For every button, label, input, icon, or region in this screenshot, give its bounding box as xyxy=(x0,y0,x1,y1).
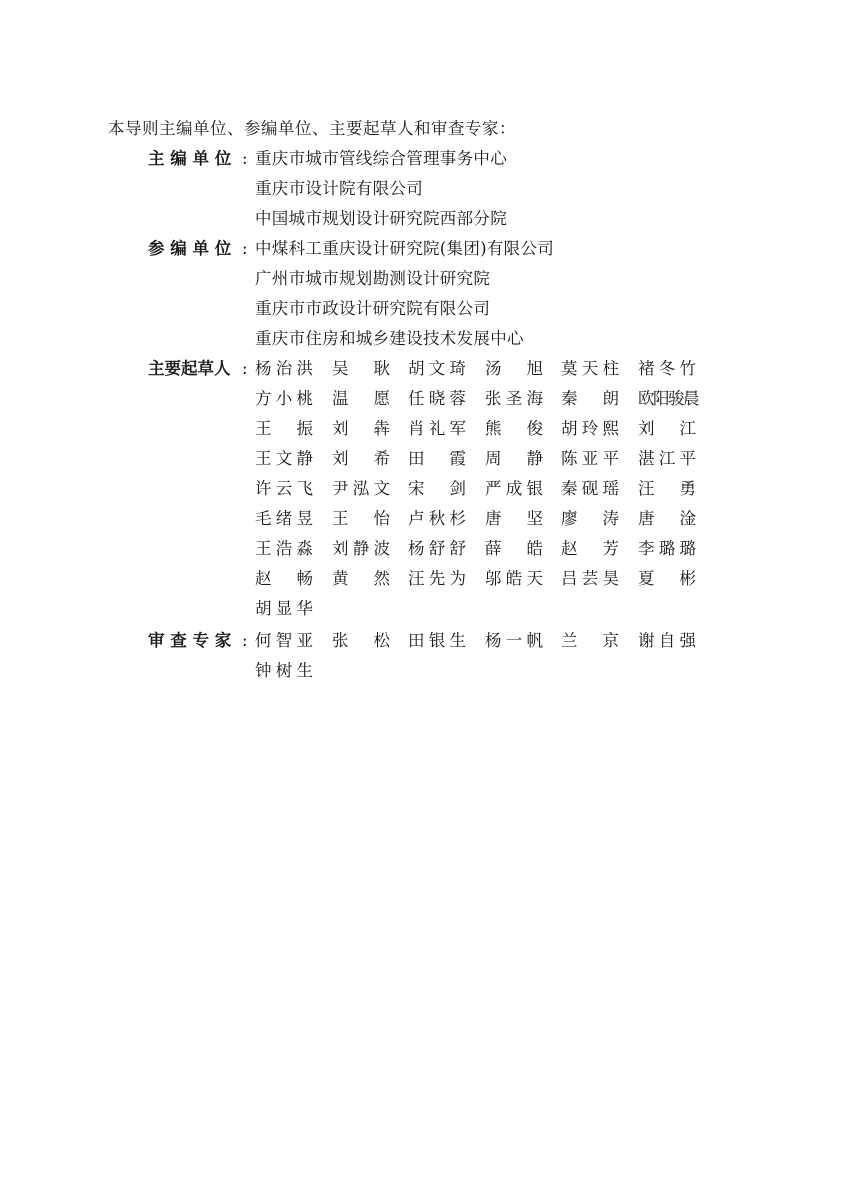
person-name: 杨舒舒 xyxy=(408,539,466,558)
name-row xyxy=(255,537,695,567)
person-name: 刘 江 xyxy=(638,419,696,438)
name-row xyxy=(255,597,695,627)
person-name: 刘静波 xyxy=(332,539,390,558)
person-name: 胡文琦 xyxy=(408,359,466,378)
person-name: 谢自强 xyxy=(638,631,696,650)
person-name: 汪先为 xyxy=(408,569,466,588)
reviewers-label: 审 查 专 家 xyxy=(148,631,232,650)
name-row xyxy=(255,567,695,597)
name-row xyxy=(255,357,695,387)
person-name: 吴 耿 xyxy=(332,359,390,378)
chief-units-label: 主 编 单 位 xyxy=(148,149,232,168)
person-name: 温 愿 xyxy=(332,389,390,408)
participating-units-label: 参 编 单 位 xyxy=(148,239,232,258)
person-name: 肖礼军 xyxy=(408,419,466,438)
person-name: 张圣海 xyxy=(485,389,543,408)
chief-units-list xyxy=(255,147,507,237)
person-name: 唐 淦 xyxy=(638,509,696,528)
person-name: 吕芸昊 xyxy=(561,569,619,588)
person-name: 黄 然 xyxy=(332,569,390,588)
person-name: 许云飞 xyxy=(255,479,313,498)
person-name: 李璐璐 xyxy=(638,539,696,558)
name-row xyxy=(255,629,695,659)
person-name: 湛江平 xyxy=(638,449,696,468)
person-name: 王浩淼 xyxy=(255,539,313,558)
person-name: 杨一帆 xyxy=(485,631,543,650)
person-name: 王 振 xyxy=(255,419,313,438)
drafters-list xyxy=(255,357,698,627)
person-name: 尹泓文 xyxy=(332,479,390,498)
unit-line: 中煤科工重庆设计研究院(集团)有限公司 xyxy=(255,239,555,258)
person-name: 方小桃 xyxy=(255,389,313,408)
drafters-label: 主要起草人 xyxy=(148,359,231,378)
person-name: 赵 畅 xyxy=(255,569,313,588)
person-name: 兰 京 xyxy=(561,631,619,650)
participating-units-colon: : xyxy=(242,239,248,258)
reviewers-list xyxy=(255,629,695,689)
person-name: 张 松 xyxy=(332,631,390,650)
person-name: 汤 旭 xyxy=(485,359,543,378)
person-name: 秦 朗 xyxy=(561,389,619,408)
chief-units-colon: : xyxy=(242,149,248,168)
person-name: 邬皓天 xyxy=(485,569,543,588)
person-name: 严成银 xyxy=(485,479,543,498)
person-name: 薛 皓 xyxy=(485,539,543,558)
name-row xyxy=(255,447,695,477)
person-name: 唐 坚 xyxy=(485,509,543,528)
name-row xyxy=(255,507,695,537)
participating-units-list xyxy=(255,237,554,357)
person-name: 毛绪昱 xyxy=(255,509,313,528)
drafters-colon: : xyxy=(242,359,248,378)
person-name: 宋 剑 xyxy=(408,479,466,498)
person-name: 汪 勇 xyxy=(638,479,696,498)
unit-line: 重庆市设计院有限公司 xyxy=(255,179,423,198)
person-name: 夏 彬 xyxy=(638,569,696,588)
person-name: 熊 俊 xyxy=(485,419,543,438)
person-name: 任晓蓉 xyxy=(408,389,466,408)
person-name: 杨治洪 xyxy=(255,359,313,378)
person-name: 秦砚瑶 xyxy=(561,479,619,498)
person-name: 何智亚 xyxy=(255,631,313,650)
name-row xyxy=(255,387,698,417)
unit-line: 重庆市住房和城乡建设技术发展中心 xyxy=(255,329,524,348)
name-row xyxy=(255,477,695,507)
person-name: 莫天柱 xyxy=(561,359,619,378)
unit-line: 重庆市城市管线综合管理事务中心 xyxy=(255,149,507,168)
person-name: 陈亚平 xyxy=(561,449,619,468)
person-name: 刘 希 xyxy=(332,449,390,468)
person-name: 周 静 xyxy=(485,449,543,468)
person-name: 胡玲熙 xyxy=(561,419,619,438)
person-name: 刘 犇 xyxy=(332,419,390,438)
person-name: 赵 芳 xyxy=(561,539,619,558)
unit-line: 中国城市规划设计研究院西部分院 xyxy=(255,209,507,228)
person-name: 钟树生 xyxy=(255,661,313,680)
person-name: 王 怡 xyxy=(332,509,390,528)
name-row xyxy=(255,417,695,447)
person-name: 欧阳骏晨 xyxy=(638,389,698,408)
person-name: 王文静 xyxy=(255,449,313,468)
reviewers-colon: : xyxy=(242,631,248,650)
person-name: 胡显华 xyxy=(255,599,313,618)
unit-line: 广州市城市规划勘测设计研究院 xyxy=(255,269,491,288)
person-name: 田 霞 xyxy=(408,449,466,468)
person-name: 卢秋杉 xyxy=(408,509,466,528)
unit-line: 重庆市市政设计研究院有限公司 xyxy=(255,299,491,318)
person-name: 褚冬竹 xyxy=(638,359,696,378)
person-name: 廖 涛 xyxy=(561,509,619,528)
person-name: 田银生 xyxy=(408,631,466,650)
intro-text: 本导则主编单位、参编单位、主要起草人和审查专家： xyxy=(108,119,516,138)
name-row xyxy=(255,659,695,689)
